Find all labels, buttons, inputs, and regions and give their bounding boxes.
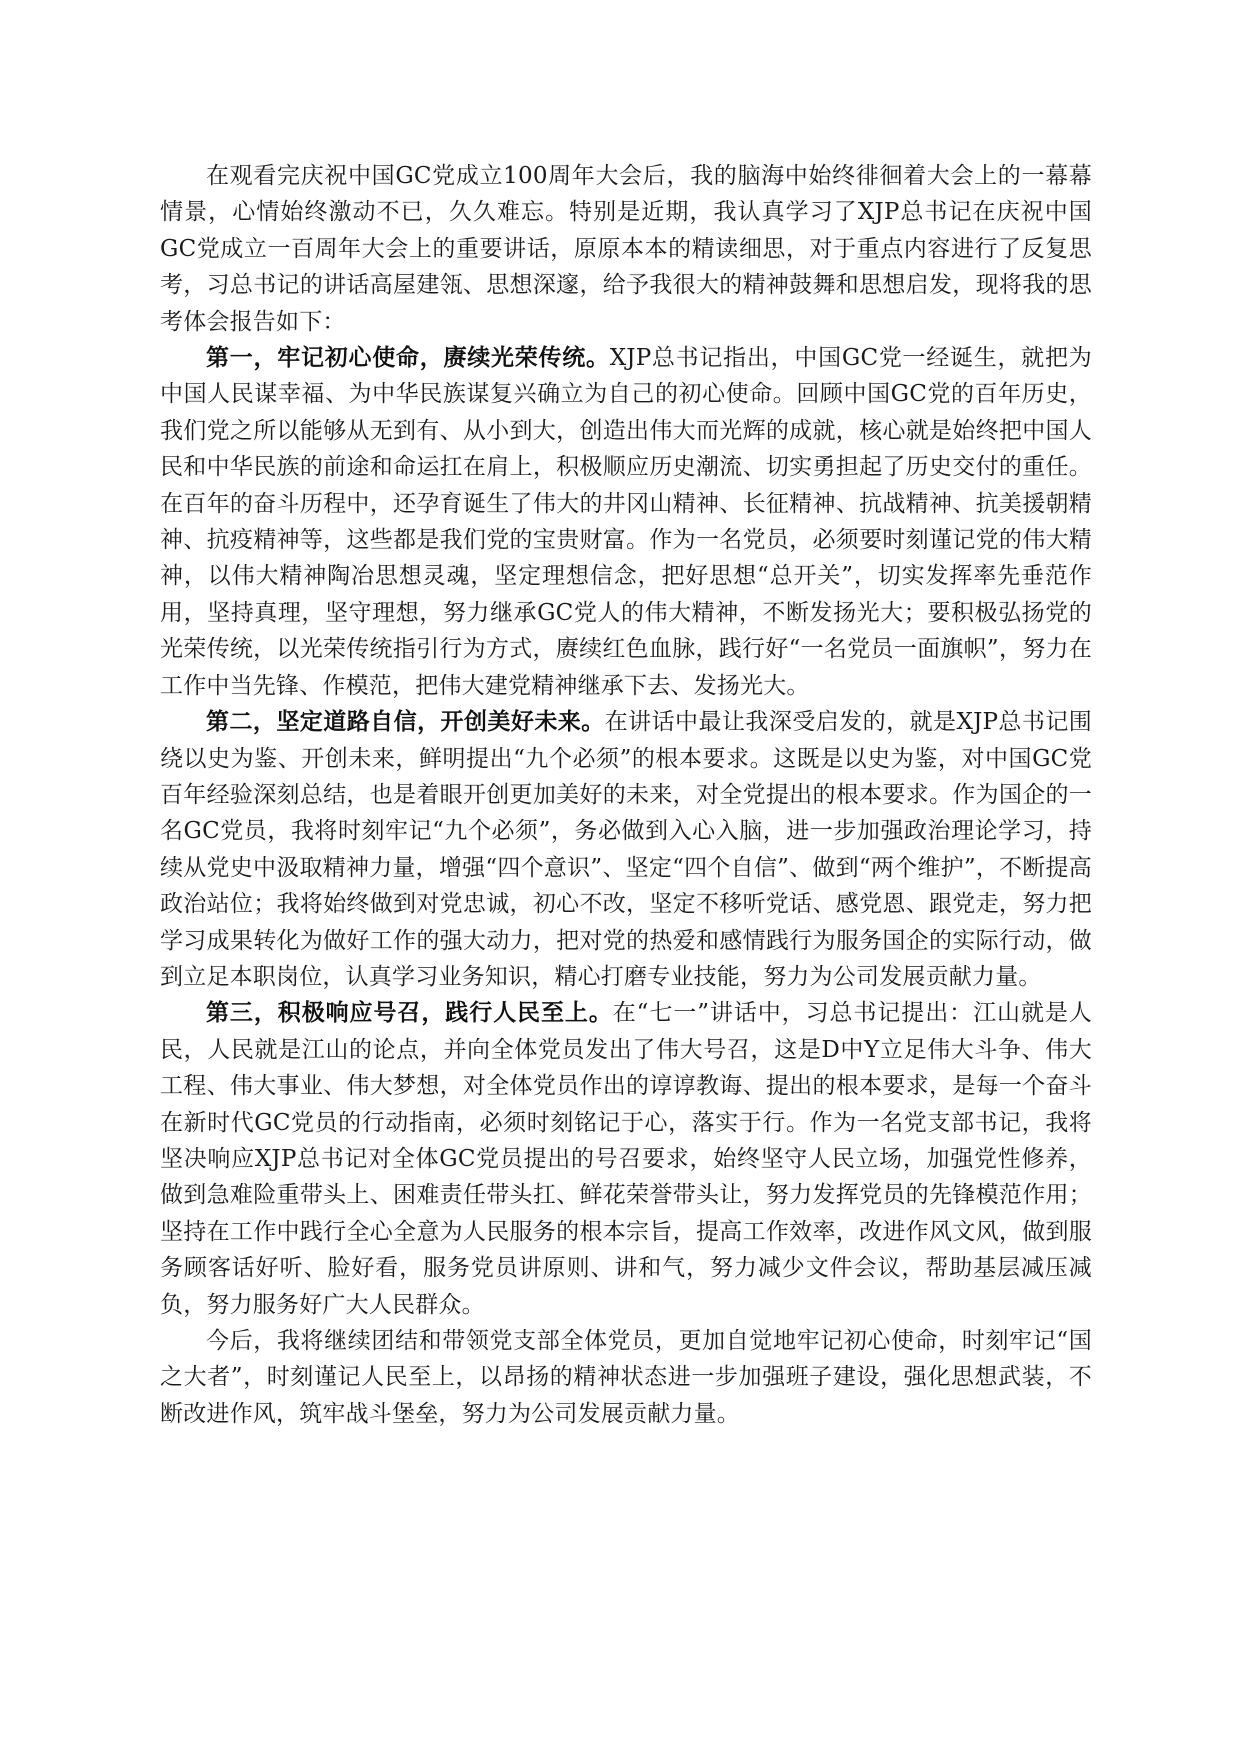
section-three-paragraph: [160, 995, 1092, 1323]
paragraph-text: 今后，我将继续团结和带领党支部全体党员，更加自觉地牢记初心使命，时刻牢记“国之大者”，时刻谨记人民至上，以昂扬的精神状态进一步加强班子建设，强化思想武装，不断改进作风，筑牢战斗堡垒，努力为公司发展贡献力量。: [160, 1328, 1092, 1427]
paragraph-text: XJP总书记指出，中国GC党一经诞生，就把为中国人民谋幸福、为中华民族谋复兴确立为自己的初心使命。回顾中国GC党的百年历史，我们党之所以能够从无到有、从小到大，创造出伟大而光辉的成就，核心就是始终把中国人民和中华民族的前途和命运扛在肩上，积极顺应历史潮流、切实勇担起了历史交付的重任。在百年的奋斗历程中，还孕育诞生了伟大的井冈山精神、长征精神、抗战精神、抗美援朝精神、抗疫精神等，这些都是我们党的宝贵财富。作为一名党员，必须要时刻谨记党的伟大精神，以伟大精神陶冶思想灵魂，坚定理想信念，把好思想“总开关”，切实发挥率先垂范作用，坚持真理，坚守理想，努力继承GC党人的伟大精神，不断发扬光大；要积极弘扬党的光荣传统，以光荣传统指引行为方式，赓续红色血脉，践行好“一名党员一面旗帜”，努力在工作中当先锋、作模范，把伟大建党精神继承下去、发扬光大。: [160, 345, 1092, 699]
section-two-heading: 第二，坚定道路自信，开创美好未来。: [206, 708, 605, 736]
paragraph-text: 在讲话中最让我深受启发的，就是XJP总书记围绕以史为鉴、开创未来，鲜明提出“九个必须”的根本要求。这既是以史为鉴，对中国GC党百年经验深刻总结，也是着眼开创更加美好的未来，对全党提出的根本要求。作为国企的一名GC党员，我将时刻牢记“九个必须”，务必做到入心入脑，进一步加强政治理论学习，持续从党史中汲取精神力量，增强“四个意识”、坚定“四个自信”、做到“两个维护”，不断提高政治站位；我将始终做到对党忠诚，初心不改，坚定不移听党话、感党恩、跟党走，努力把学习成果转化为做好工作的强大动力，把对党的热爱和感情践行为服务国企的实际行动，做到立足本职岗位，认真学习业务知识，精心打磨专业技能，努力为公司发展贡献力量。: [160, 709, 1092, 990]
paragraph-text: 在“七一”讲话中，习总书记提出：江山就是人民，人民就是江山的论点，并向全体党员发出了伟大号召，这是D中Y立足伟大斗争、伟大工程、伟大事业、伟大梦想，对全体党员作出的谆谆教诲、提出的根本要求，是每一个奋斗在新时代GC党员的行动指南，必须时刻铭记于心，落实于行。作为一名党支部书记，我将坚决响应XJP总书记对全体GC党员提出的号召要求，始终坚守人民立场，加强党性修养，做到急难险重带头上、困难责任带头扛、鲜花荣誉带头让，努力发挥党员的先锋模范作用；坚持在工作中践行全心全意为人民服务的根本宗旨，提高工作效率，改进作风文风，做到服务顾客话好听、脸好看，服务党员讲原则、讲和气，努力减少文件会议，帮助基层减压减负，努力服务好广大人民群众。: [160, 1000, 1092, 1318]
document-body: [160, 158, 1092, 1432]
paragraph-text: 在观看完庆祝中国GC党成立100周年大会后，我的脑海中始终徘徊着大会上的一幕幕情景，心情始终激动不已，久久难忘。特别是近期，我认真学习了XJP总书记在庆祝中国GC党成立一百周年大会上的重要讲话，原原本本的精读细思，对于重点内容进行了反复思考，习总书记的讲话高屋建瓴、思想深邃，给予我很大的精神鼓舞和思想启发，现将我的思考体会报告如下：: [160, 163, 1092, 335]
section-one-paragraph: [160, 340, 1092, 704]
section-two-paragraph: [160, 704, 1092, 995]
intro-paragraph: [160, 158, 1092, 340]
section-three-heading: 第三，积极响应号召，践行人民至上。: [206, 999, 613, 1027]
section-one-heading: 第一，牢记初心使命，赓续光荣传统。: [206, 344, 610, 372]
closing-paragraph: [160, 1323, 1092, 1432]
